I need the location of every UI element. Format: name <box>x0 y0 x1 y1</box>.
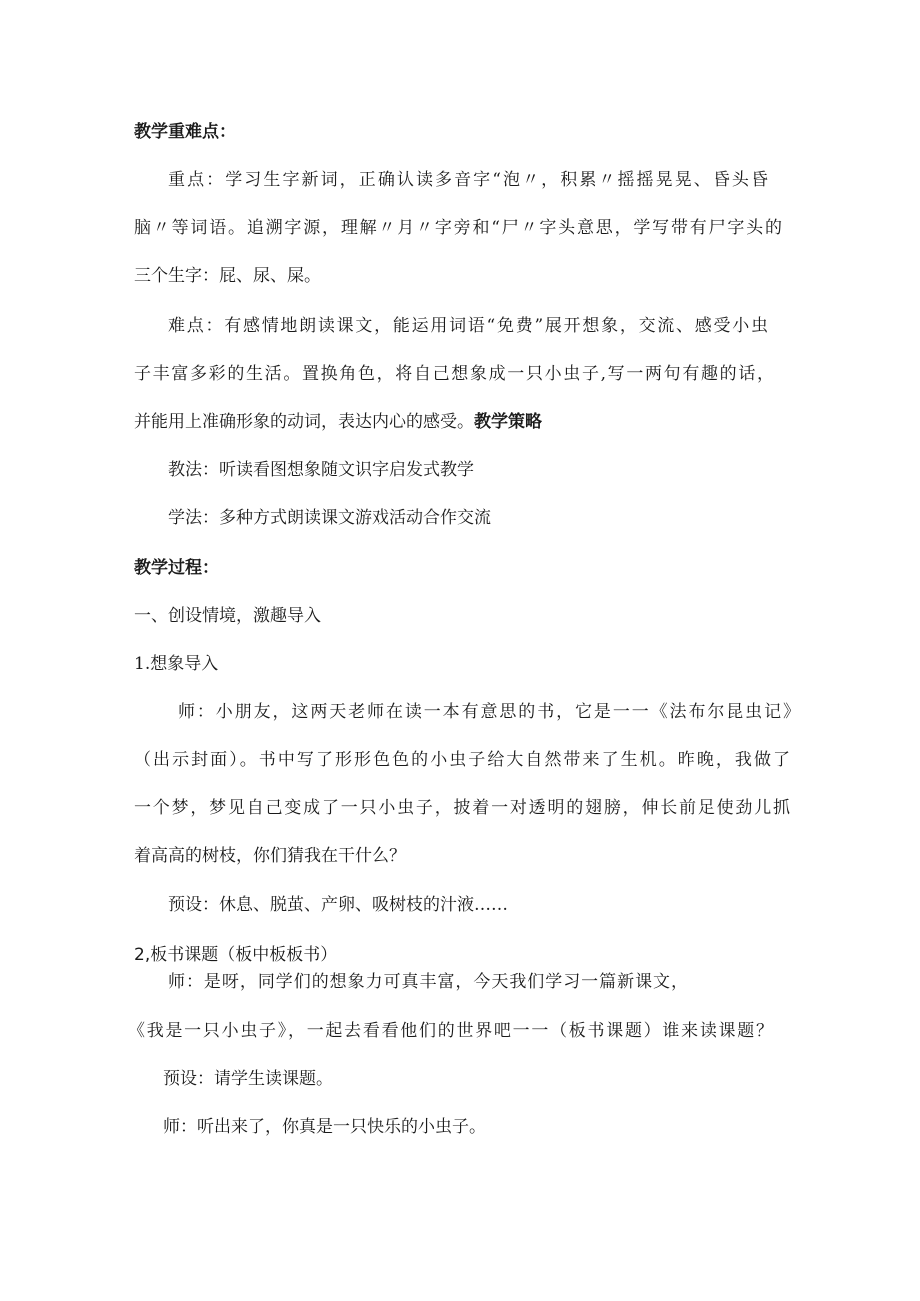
preset-1: 预设：休息、脱茧、产卵、吸树枝的汁液…… <box>168 895 508 915</box>
teacher-1-line-3: 一个梦，梦见自己变成了一只小虫子，披着一对透明的翅膀，伸长前足使劲儿抓 <box>134 798 790 818</box>
teacher-2-line-2: 《我是一只小虫子》，一起去看看他们的世界吧一一（板书课题）谁来读课题？ <box>128 1021 773 1041</box>
difficult-points-line-2: 子丰富多彩的生活。置换角色，将自己想象成一只小虫子,写一两句有趣的话， <box>134 364 774 384</box>
difficult-points-text: 并能用上准确形象的动词，表达内心的感受。 <box>134 412 474 432</box>
preset-2: 预设：请学生读课题。 <box>163 1069 333 1089</box>
key-points-line-3: 三个生字：屁、尿、屎。 <box>134 266 321 286</box>
key-points-line-1: 重点：学习生字新词，正确认读多音字“泡〃，积累〃摇摇晃晃、昏头昏 <box>168 170 768 190</box>
section-1-title: 一、创设情境，激趣导入 <box>134 606 321 626</box>
difficult-points-line-3 <box>134 410 542 434</box>
heading-process: 教学过程： <box>134 558 219 578</box>
teacher-1-line-2: （出示封面）。书中写了形形色色的小虫子给大自然带来了生机。昨晚，我做了 <box>134 750 790 770</box>
difficult-points-line-1: 难点：有感情地朗读课文，能运用词语“免费”展开想象，交流、感受小虫 <box>168 316 768 336</box>
teacher-1-line-4: 着高高的树枝，你们猜我在干什么？ <box>134 846 406 866</box>
teacher-1-line-1: 师：小朋友，这两天老师在读一本有意思的书，它是一一《法布尔昆虫记》 <box>178 702 800 722</box>
heading-strategy: 教学策略 <box>474 412 542 432</box>
step-1-title: 1.想象导入 <box>134 654 219 674</box>
teacher-3: 师：听出来了，你真是一只快乐的小虫子。 <box>163 1117 486 1137</box>
teacher-2-line-1: 师：是呀，同学们的想象力可真丰富，今天我们学习一篇新课文， <box>168 972 688 992</box>
step-2-title: 2,板书课题（板中板板书） <box>134 945 338 965</box>
key-points-line-2: 脑〃等词语。追溯字源，理解〃月〃字旁和“尸〃字头意思，学写带有尸字头的 <box>134 218 782 238</box>
heading-key-points: 教学重难点： <box>134 122 236 142</box>
teaching-method: 教法：听读看图想象随文识字启发式教学 <box>168 460 474 480</box>
learning-method: 学法：多种方式朗读课文游戏活动合作交流 <box>168 508 491 528</box>
